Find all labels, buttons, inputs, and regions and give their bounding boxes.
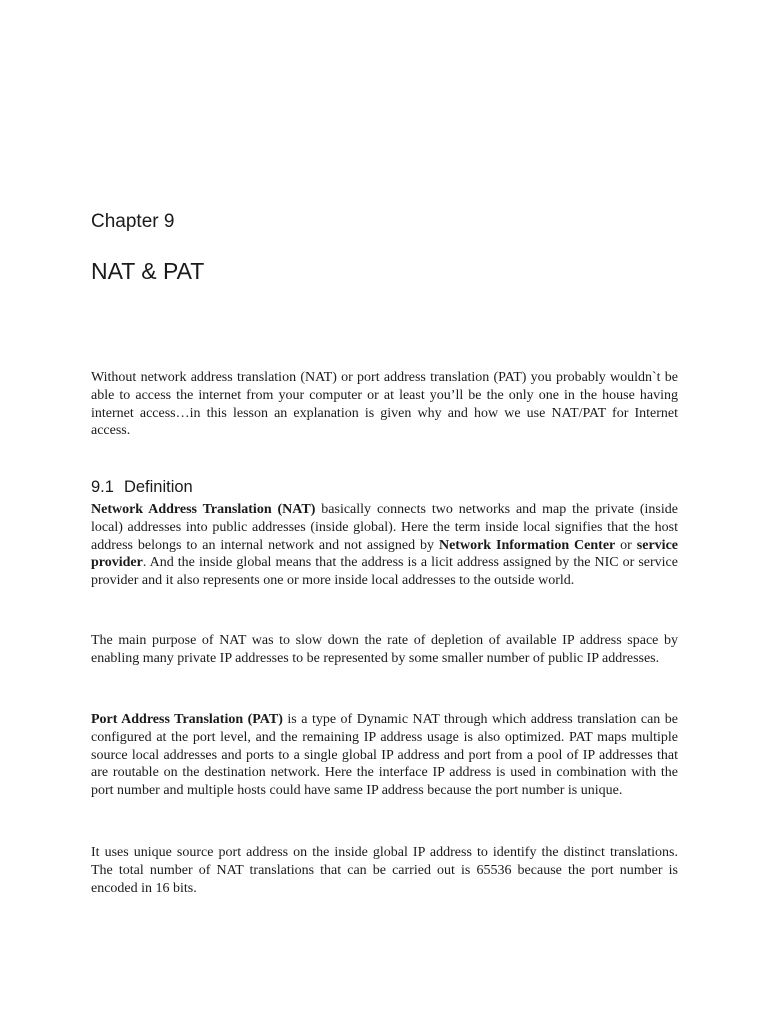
term-nat: Network Address Translation (NAT): [91, 502, 316, 517]
definition-paragraph-pat: [91, 711, 678, 800]
definition-paragraph-nat: [91, 501, 678, 590]
nat-text-b: or: [615, 537, 637, 553]
nat-text-c: . And the inside global means that the address is a licit address assigned by the NIC or service provider and it also represents one or more inside local addresses to the outside world.: [91, 555, 678, 589]
chapter-label: Chapter 9: [91, 211, 175, 232]
nat-text-a: basically connects two networks and map the private (inside local) addresses into public addresses (inside global). Here the term inside local signifies that the host address belongs to an internal network and not assigned by: [91, 502, 678, 553]
section-number: 9.1: [91, 478, 114, 496]
intro-paragraph: Without network address translation (NAT) or port address translation (PAT) you probably wouldn`t be able to access the internet from your computer or at least you’ll be the only one in the house having internet access…in this lesson an explanation is given why and how we use NAT/PAT for Internet access.: [91, 370, 678, 439]
pat-text: is a type of Dynamic NAT through which address translation can be configured at the port level, and the remaining IP address usage is also optimized. PAT maps multiple source local addresses and ports to a single global IP address and port from a pool of IP addresses that are routable on the destination network. Here the interface IP address is used in combination with the port number and multiple hosts could have same IP address because the port number is unique.: [91, 712, 678, 799]
section-heading: [91, 477, 193, 497]
term-service-provider: service provider: [91, 537, 678, 571]
purpose-paragraph: The main purpose of NAT was to slow down the rate of depletion of available IP address space by enabling many private IP addresses to be represented by some smaller number of public IP addresses.: [91, 633, 678, 666]
term-nic: Network Information Center: [438, 537, 616, 553]
term-pat: Port Address Translation (PAT): [91, 712, 283, 727]
section-title: Definition: [123, 478, 193, 496]
translations-paragraph: It uses unique source port address on the inside global IP address to identify the distinct translations. The total number of NAT translations that can be carried out is 65536 because the port number is encoded in 16 bits.: [91, 845, 678, 896]
chapter-title: NAT & PAT: [91, 258, 205, 284]
